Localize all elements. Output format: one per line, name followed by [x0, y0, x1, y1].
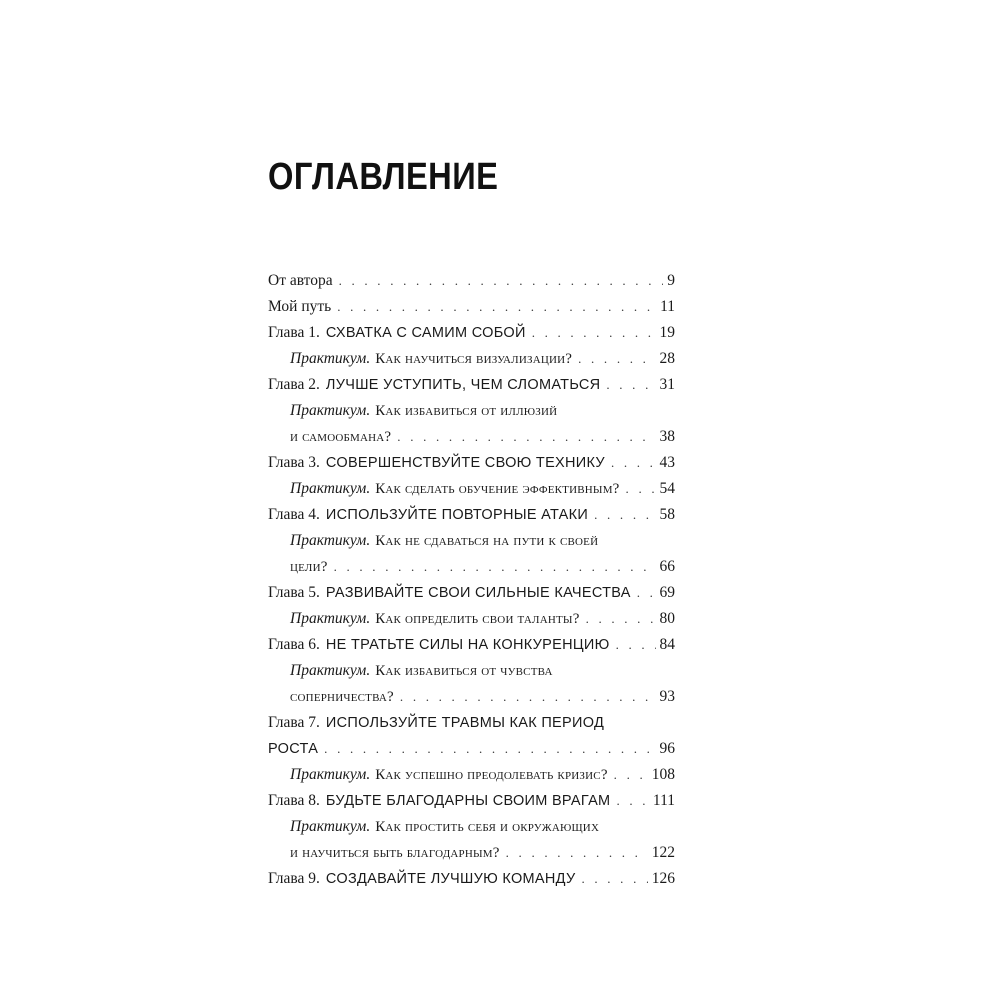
chapter-title-continued: РОСТА [268, 741, 319, 757]
practicum-label: Практикум. [290, 818, 371, 835]
practicum-title: Как простить себя и окружающих [375, 819, 600, 835]
chapter-number: Глава 7. [268, 714, 320, 731]
chapter-number: Глава 2. [268, 376, 320, 393]
dot-leader [581, 866, 647, 892]
dot-leader [334, 554, 656, 580]
dot-leader [606, 372, 655, 398]
toc-entry-chapter-1[interactable] [268, 320, 675, 346]
chapter-number: Глава 1. [268, 324, 320, 341]
dot-leader [614, 762, 648, 788]
page-number: 43 [659, 454, 675, 471]
chapter-number: Глава 9. [268, 870, 320, 887]
practicum-label: Практикум. [290, 350, 371, 367]
dot-leader [337, 294, 656, 320]
toc-entry-chapter-5[interactable] [268, 580, 675, 606]
practicum-title-continued: и самообмана? [290, 429, 392, 445]
practicum-label: Практикум. [290, 610, 371, 627]
chapter-number: Глава 3. [268, 454, 320, 471]
dot-leader [616, 788, 648, 814]
toc-entry-practicum-3[interactable] [268, 476, 675, 502]
dot-leader [637, 580, 656, 606]
chapter-title: СОЗДАВАЙТЕ ЛУЧШУЮ КОМАНДУ [325, 871, 576, 887]
page-number: 31 [659, 376, 675, 393]
dot-leader [397, 424, 655, 450]
toc-entry-practicum-6[interactable] [268, 658, 675, 710]
toc-entry-chapter-6[interactable] [268, 632, 675, 658]
chapter-number: Глава 6. [268, 636, 320, 653]
dot-leader [626, 476, 656, 502]
practicum-title: Как избавиться от иллюзий [375, 403, 558, 419]
entry-label: От автора [268, 272, 333, 289]
toc-entry-foreword[interactable] [268, 268, 675, 294]
page-number: 96 [659, 740, 675, 757]
practicum-title: Как сделать обучение эффективным? [375, 481, 620, 497]
dot-leader [578, 346, 655, 372]
dot-leader [506, 840, 648, 866]
toc-entry-practicum-1[interactable] [268, 346, 675, 372]
chapter-title: СХВАТКА С САМИМ СОБОЙ [325, 325, 526, 341]
table-of-contents [268, 268, 675, 892]
dot-leader [339, 268, 664, 294]
practicum-title: Как избавиться от чувства [375, 663, 553, 679]
toc-entry-chapter-3[interactable] [268, 450, 675, 476]
page-number: 93 [659, 688, 675, 705]
page-number: 108 [651, 766, 675, 783]
page-title: ОГЛАВЛЕНИЕ [268, 156, 499, 198]
page-number: 54 [659, 480, 675, 497]
toc-entry-practicum-2[interactable] [268, 398, 675, 450]
dot-leader [532, 320, 656, 346]
page-number: 58 [659, 506, 675, 523]
practicum-title: Как успешно преодолевать кризис? [375, 767, 608, 783]
chapter-title: ЛУЧШЕ УСТУПИТЬ, ЧЕМ СЛОМАТЬСЯ [325, 377, 601, 393]
chapter-title: ИСПОЛЬЗУЙТЕ ТРАВМЫ КАК ПЕРИОД [325, 715, 605, 731]
dot-leader [324, 736, 655, 762]
dot-leader [586, 606, 656, 632]
practicum-label: Практикум. [290, 766, 371, 783]
practicum-label: Практикум. [290, 662, 371, 679]
toc-entry-chapter-9[interactable] [268, 866, 675, 892]
chapter-number: Глава 4. [268, 506, 320, 523]
toc-entry-chapter-8[interactable] [268, 788, 675, 814]
page-number: 9 [667, 272, 675, 289]
toc-entry-practicum-8[interactable] [268, 814, 675, 866]
page-number: 111 [652, 792, 675, 809]
chapter-number: Глава 5. [268, 584, 320, 601]
toc-entry-practicum-7[interactable] [268, 762, 675, 788]
dot-leader [611, 450, 656, 476]
page-number: 66 [659, 558, 675, 575]
entry-label: Мой путь [268, 298, 332, 315]
toc-entry-my-path[interactable] [268, 294, 675, 320]
dot-leader [400, 684, 656, 710]
practicum-label: Практикум. [290, 402, 371, 419]
toc-entry-practicum-5[interactable] [268, 606, 675, 632]
page-number: 28 [659, 350, 675, 367]
page-number: 126 [651, 870, 675, 887]
page-number: 19 [659, 324, 675, 341]
dot-leader [594, 502, 655, 528]
practicum-title-continued: и научиться быть благодарным? [290, 845, 500, 861]
dot-leader [616, 632, 656, 658]
page-number: 11 [660, 298, 675, 315]
toc-entry-practicum-4[interactable] [268, 528, 675, 580]
practicum-title: Как определить свои таланты? [375, 611, 580, 627]
toc-entry-chapter-2[interactable] [268, 372, 675, 398]
toc-entry-chapter-4[interactable] [268, 502, 675, 528]
practicum-title: Как научиться визуализации? [375, 351, 573, 367]
chapter-title: НЕ ТРАТЬТЕ СИЛЫ НА КОНКУРЕНЦИЮ [325, 637, 610, 653]
practicum-title-continued: соперничества? [290, 689, 394, 705]
toc-entry-chapter-7[interactable] [268, 710, 675, 762]
practicum-label: Практикум. [290, 532, 371, 549]
page-number: 69 [659, 584, 675, 601]
page-number: 122 [651, 844, 675, 861]
chapter-title: СОВЕРШЕНСТВУЙТЕ СВОЮ ТЕХНИКУ [325, 455, 605, 471]
page-number: 80 [659, 610, 675, 627]
page-number: 84 [659, 636, 675, 653]
practicum-title: Как не сдаваться на пути к своей [375, 533, 599, 549]
chapter-title: БУДЬТЕ БЛАГОДАРНЫ СВОИМ ВРАГАМ [325, 793, 611, 809]
practicum-label: Практикум. [290, 480, 371, 497]
practicum-title-continued: цели? [290, 559, 328, 575]
page-number: 38 [659, 428, 675, 445]
chapter-title: РАЗВИВАЙТЕ СВОИ СИЛЬНЫЕ КАЧЕСТВА [325, 585, 631, 601]
chapter-number: Глава 8. [268, 792, 320, 809]
chapter-title: ИСПОЛЬЗУЙТЕ ПОВТОРНЫЕ АТАКИ [325, 507, 589, 523]
